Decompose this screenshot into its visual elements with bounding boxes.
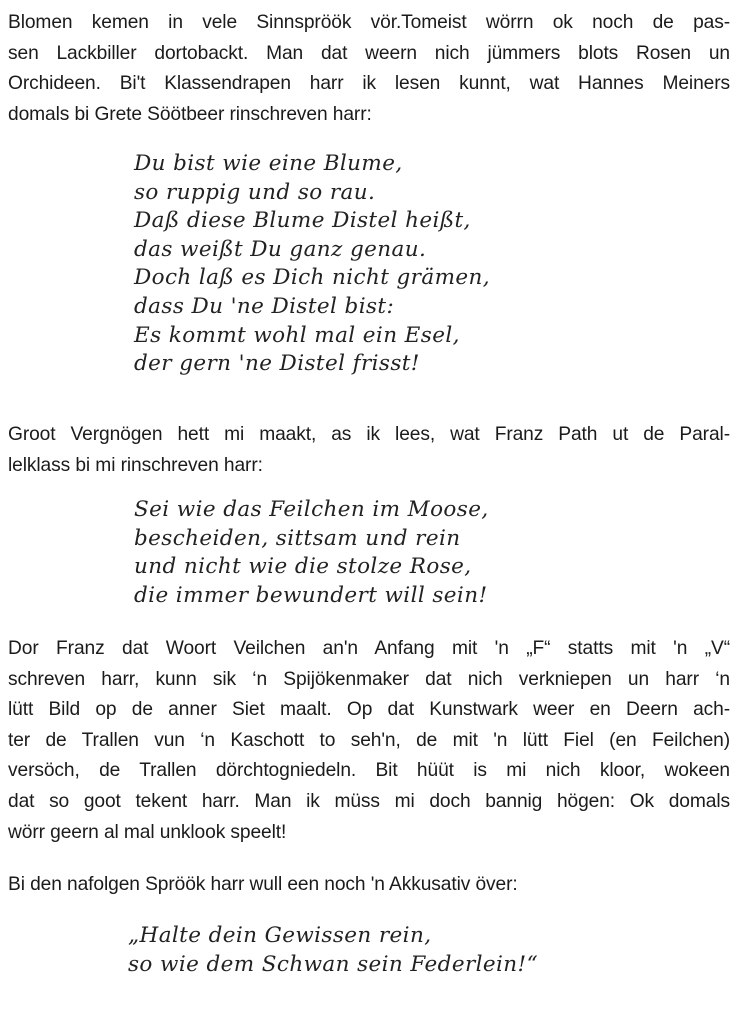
- paragraph-intro: [8, 8, 730, 130]
- handwritten-poem-schwan: [128, 922, 538, 979]
- text-line: sen Lackbiller dortobackt. Man dat weern nich jümmers blots Rosen un: [8, 42, 730, 64]
- poem-verse: die immer bewundert will sein!: [134, 582, 488, 608]
- text-line: Bi den nafolgen Spröök harr wull een noch 'n Akkusativ över:: [8, 874, 518, 895]
- poem-verse: so wie dem Schwan sein Federlein!“: [128, 951, 538, 977]
- text-line: domals bi Grete Söötbeer rinschreven harr:: [8, 103, 372, 125]
- poem-verse: Daß diese Blume Distel heißt,: [134, 208, 471, 234]
- poem-verse: das weißt Du ganz genau.: [134, 236, 427, 262]
- poem-verse: „Halte dein Gewissen rein,: [128, 923, 432, 948]
- poem-verse: Es kommt wohl mal ein Esel,: [134, 322, 460, 348]
- text-line: Blomen kemen in vele Sinnspröök vör.Tomeist wörrn ok noch de pas-: [8, 12, 730, 33]
- text-line: dat so goot tekent harr. Man ik müss mi doch bannig högen: Ok domals: [8, 790, 730, 812]
- handwritten-poem-distel: [134, 150, 490, 379]
- paragraph-akkusativ: [8, 870, 730, 901]
- text-line: wörr geern al mal unklook speelt!: [8, 821, 287, 843]
- text-line: ter de Trallen vun ‘n Kaschott to seh'n, de mit 'n lütt Fiel (en Feilchen): [8, 729, 730, 751]
- poem-verse: so ruppig und so rau.: [134, 179, 376, 205]
- text-line: Orchideen. Bi't Klassendrapen harr ik lesen kunnt, wat Hannes Meiners: [8, 73, 730, 95]
- poem-verse: der gern 'ne Distel frisst!: [134, 351, 420, 377]
- text-line: Dor Franz dat Woort Veilchen an'n Anfang mit 'n „F“ statts mit 'n „V“: [8, 638, 730, 659]
- text-line: versöch, de Trallen dörchtogniedeln. Bit hüüt is mi nich kloor, wokeen: [8, 760, 730, 782]
- poem-verse: bescheiden, sittsam und rein: [134, 525, 461, 551]
- poem-verse: und nicht wie die stolze Rose,: [134, 554, 472, 580]
- text-line: lelklass bi mi rinschreven harr:: [8, 454, 263, 476]
- poem-verse: Doch laß es Dich nicht grämen,: [134, 265, 490, 291]
- text-line: Groot Vergnögen hett mi maakt, as ik lees, wat Franz Path ut de Paral-: [8, 424, 730, 445]
- poem-verse: Sei wie das Feilchen im Moose,: [134, 497, 489, 522]
- paragraph-spijoekenmaker: [8, 634, 730, 848]
- text-line: schreven harr, kunn sik ‘n Spijökenmaker dat nich verkniepen un harr ‘n: [8, 668, 730, 690]
- paragraph-franz-path: [8, 420, 730, 481]
- poem-verse: dass Du 'ne Distel bist:: [134, 293, 395, 319]
- poem-verse: Du bist wie eine Blume,: [134, 151, 403, 176]
- text-line: lütt Bild op de anner Siet maalt. Op dat Kunstwark weer en Deern ach-: [8, 699, 730, 721]
- handwritten-poem-feilchen: [134, 496, 489, 610]
